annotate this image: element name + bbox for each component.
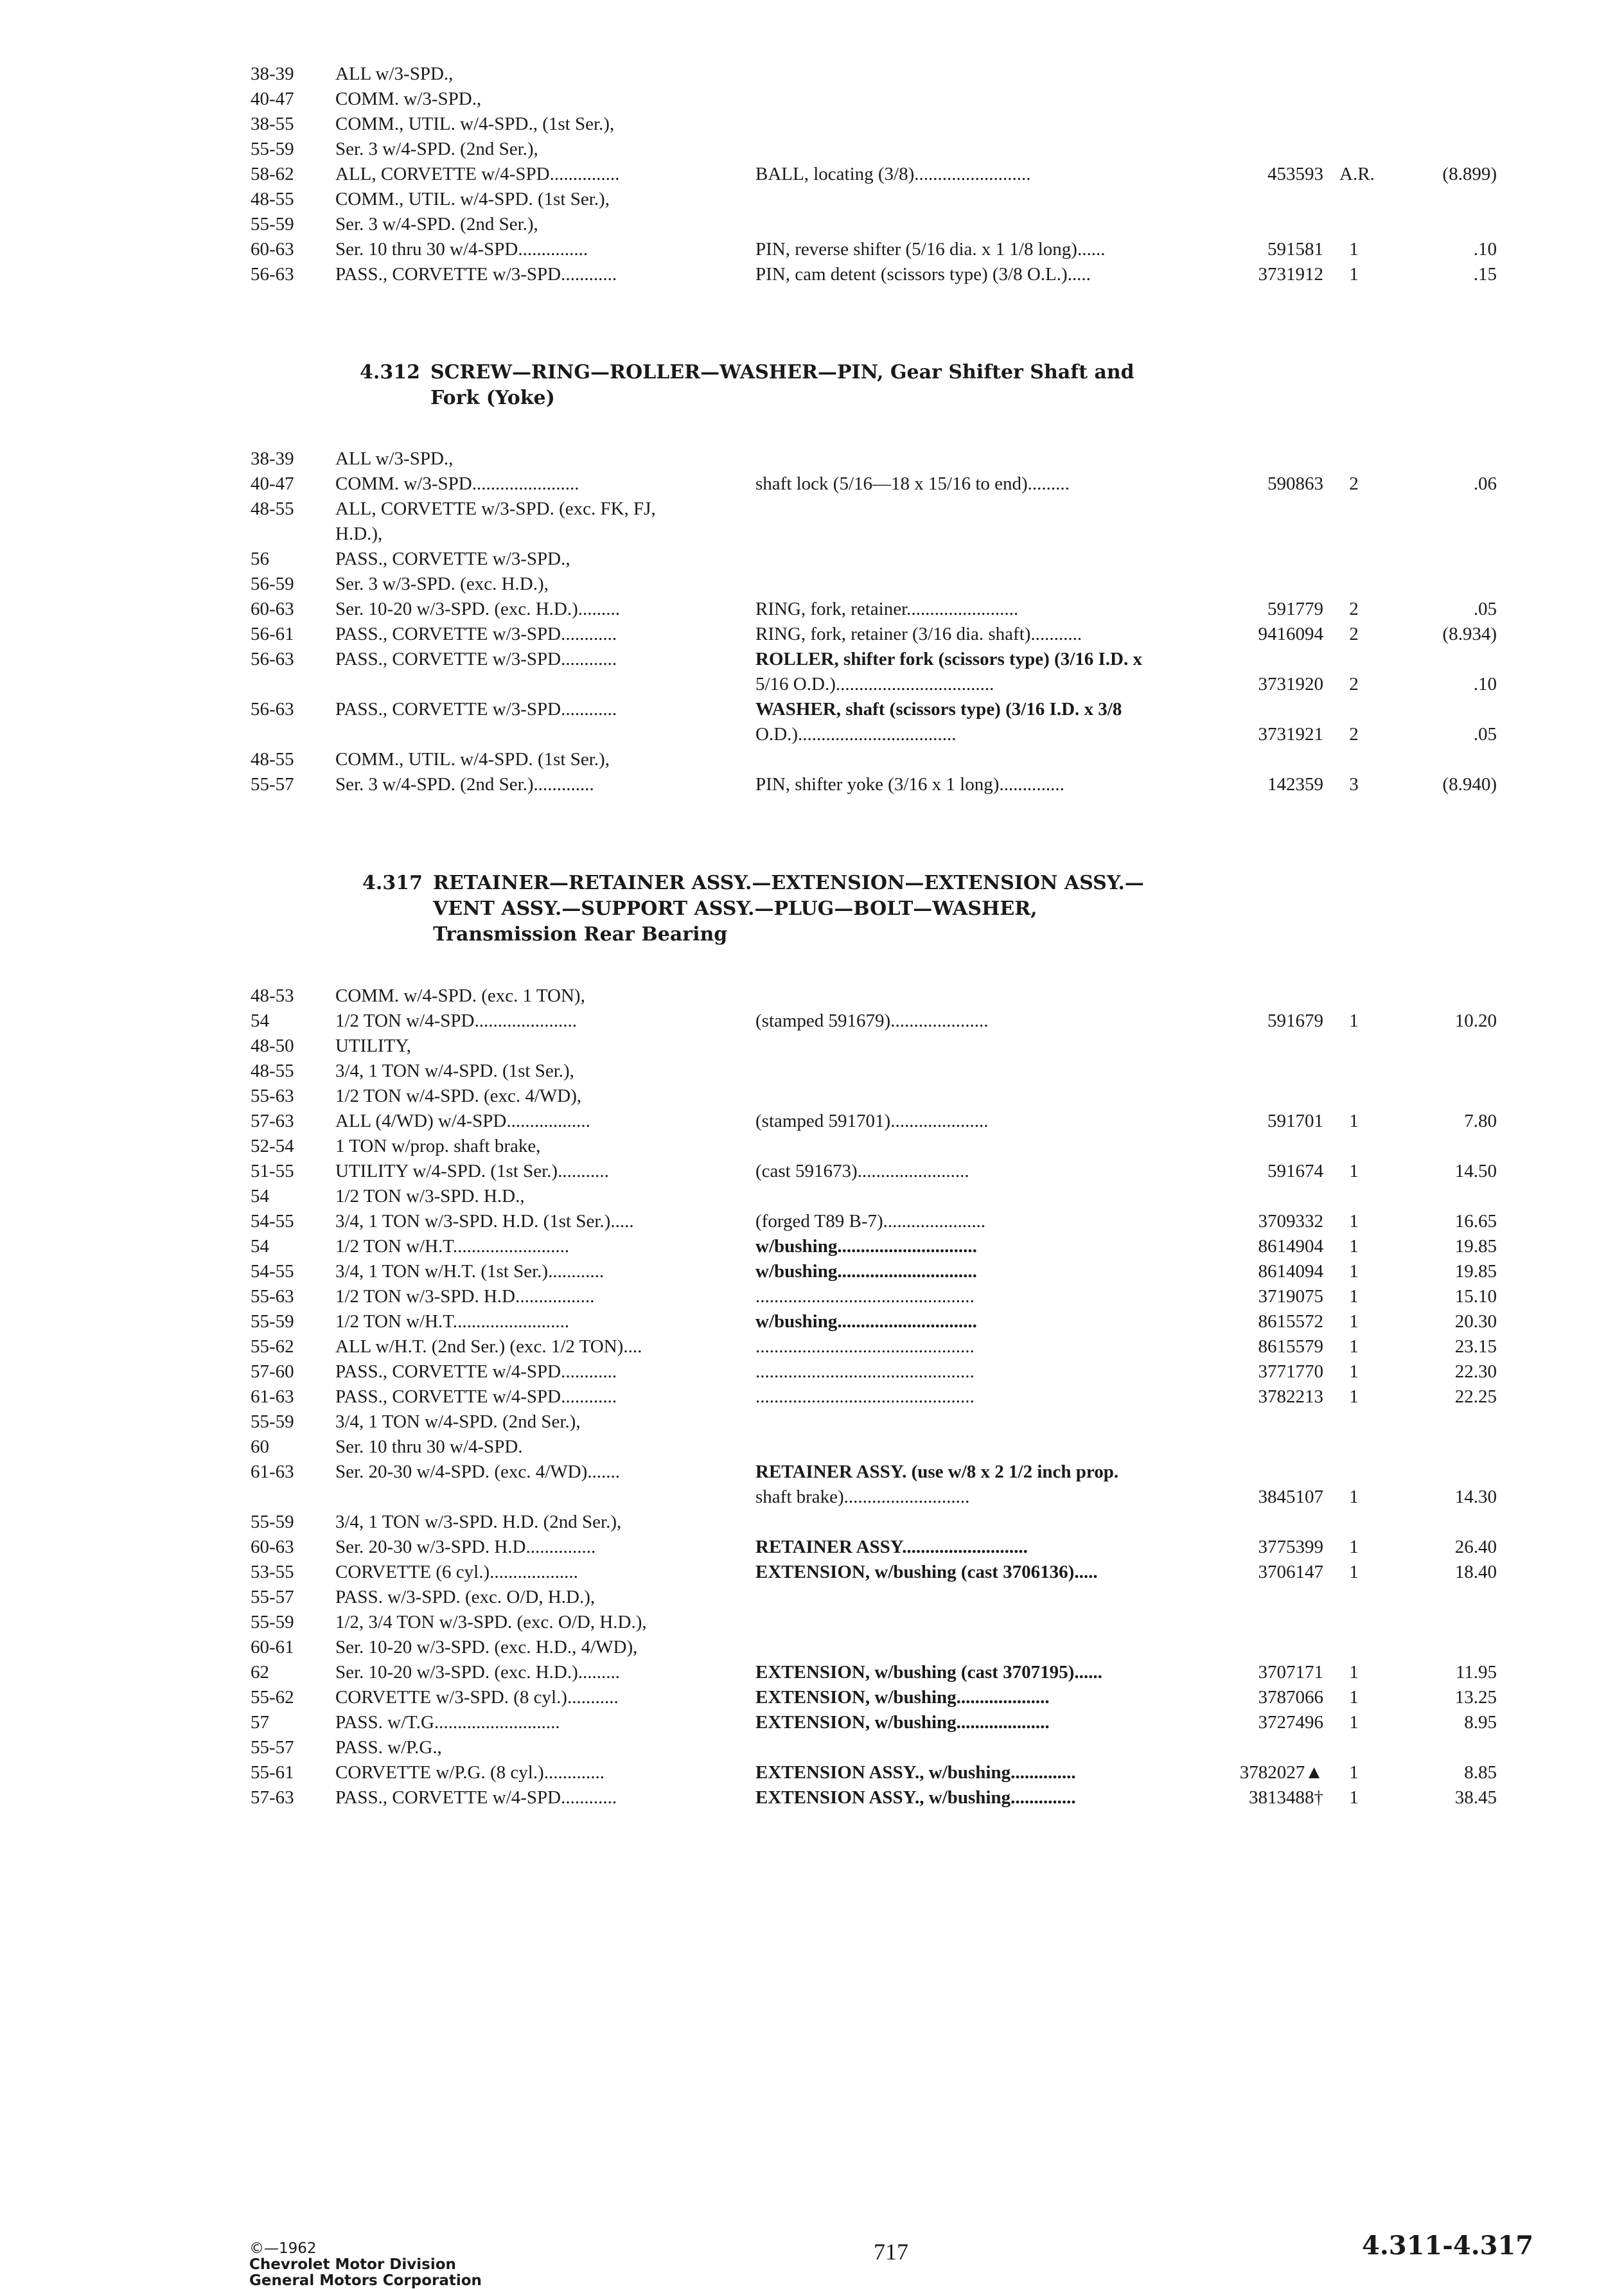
model-year: 55-59 [251, 139, 294, 159]
table-row [251, 1159, 1497, 1184]
part-description: RETAINER ASSY........................... [755, 1537, 1028, 1557]
part-number: 3707171 [1258, 1662, 1323, 1683]
table-row [251, 1660, 1497, 1685]
table-row [251, 1034, 1458, 1059]
quantity: 1 [1349, 1261, 1359, 1282]
table-row [251, 697, 1458, 722]
price: 7.80 [1464, 1111, 1497, 1131]
price: 11.95 [1455, 1662, 1497, 1683]
price: (8.934) [1442, 624, 1497, 644]
model-application: 3/4, 1 TON w/4-SPD. (1st Ser.), [335, 1061, 574, 1081]
model-application: PASS. w/T.G........................... [335, 1712, 560, 1733]
model-year: 56-59 [251, 574, 294, 594]
price: 22.30 [1454, 1361, 1497, 1382]
table-row [251, 1009, 1497, 1034]
model-application: ALL w/3-SPD., [335, 448, 454, 469]
model-year: 55-59 [251, 1512, 294, 1532]
model-application: UTILITY, [335, 1036, 411, 1056]
price: 16.65 [1454, 1211, 1497, 1232]
quantity: 3 [1349, 774, 1359, 795]
part-description: ............................................... [755, 1386, 975, 1407]
price: 8.95 [1464, 1712, 1497, 1733]
price: 38.45 [1454, 1787, 1497, 1808]
table-row [251, 1560, 1497, 1585]
part-number: 591581 [1267, 239, 1323, 260]
model-application: 1/2 TON w/3-SPD. H.D................. [335, 1286, 595, 1307]
section-title [430, 360, 1134, 411]
quantity: 1 [1349, 1487, 1359, 1507]
section-title-line: VENT ASSY.—SUPPORT ASSY.—PLUG—BOLT—WASHER, [433, 897, 1037, 920]
model-application: Ser. 10 thru 30 w/4-SPD. [335, 1436, 523, 1457]
table-row [251, 1635, 1458, 1660]
table-row [251, 1084, 1458, 1109]
part-number: 8615572 [1258, 1311, 1323, 1332]
part-description: (cast 591673)........................ [755, 1161, 969, 1181]
part-number: 3731920 [1258, 674, 1323, 694]
part-description: ROLLER, shifter fork (scissors type) (3/16 I.D. x [755, 649, 1142, 669]
price: 14.30 [1454, 1487, 1497, 1507]
quantity: 1 [1349, 264, 1359, 285]
table-row [251, 1059, 1458, 1084]
part-number: 142359 [1267, 774, 1323, 795]
part-number: 590863 [1267, 473, 1323, 494]
quantity: 1 [1349, 1712, 1359, 1733]
model-application: PASS. w/P.G., [335, 1737, 442, 1758]
table-row [251, 1309, 1497, 1334]
model-year: 60 [251, 1436, 269, 1457]
model-application: PASS., CORVETTE w/4-SPD............ [335, 1386, 617, 1407]
part-number: 3727496 [1258, 1712, 1323, 1733]
section-title [433, 871, 1144, 948]
price: .06 [1473, 473, 1497, 494]
model-year: 57-63 [251, 1787, 294, 1808]
part-number: 591779 [1267, 599, 1323, 619]
footer-publisher [249, 2241, 482, 2289]
table-row [251, 547, 1458, 572]
part-number: 3782213 [1258, 1386, 1323, 1407]
part-number: 3771770 [1258, 1361, 1323, 1382]
quantity: 1 [1349, 1687, 1359, 1708]
model-application: COMM., UTIL. w/4-SPD. (1st Ser.), [335, 749, 610, 770]
table-row [251, 1359, 1497, 1384]
table-row [251, 622, 1497, 647]
table-row [251, 497, 1458, 522]
part-description: w/bushing.............................. [755, 1261, 977, 1282]
table-row [251, 672, 1497, 697]
model-year: 61-63 [251, 1386, 294, 1407]
quantity: 1 [1349, 1236, 1359, 1257]
model-year: 48-55 [251, 189, 294, 209]
model-application: COMM., UTIL. w/4-SPD., (1st Ser.), [335, 114, 615, 134]
table-row [251, 1234, 1497, 1259]
part-description: BALL, locating (3/8)......................... [755, 164, 1031, 184]
part-number: 591674 [1267, 1161, 1323, 1181]
part-description: EXTENSION ASSY., w/bushing.............. [755, 1787, 1076, 1808]
model-application: Ser. 3 w/4-SPD. (2nd Ser.)............. [335, 774, 594, 795]
model-year: 56-61 [251, 624, 294, 644]
price: 8.85 [1464, 1762, 1497, 1783]
price: .10 [1473, 239, 1497, 260]
part-number: 8615579 [1258, 1336, 1323, 1357]
model-application: COMM. w/4-SPD. (exc. 1 TON), [335, 985, 585, 1006]
part-description: EXTENSION, w/bushing (cast 3706136)..... [755, 1562, 1098, 1582]
table-row [251, 1134, 1458, 1159]
quantity: 1 [1349, 1386, 1359, 1407]
model-year: 61-63 [251, 1462, 294, 1482]
part-description: EXTENSION, w/bushing (cast 3707195)...... [755, 1662, 1102, 1683]
table-row [251, 522, 1458, 547]
price: .05 [1473, 599, 1497, 619]
model-application: Ser. 10-20 w/3-SPD. (exc. H.D.)......... [335, 1662, 621, 1683]
model-application: Ser. 10 thru 30 w/4-SPD............... [335, 239, 588, 260]
part-description: EXTENSION, w/bushing.................... [755, 1687, 1050, 1708]
table-row [251, 647, 1458, 672]
table-row [251, 237, 1497, 262]
part-description: PIN, shifter yoke (3/16 x 1 long).............. [755, 774, 1064, 795]
model-year: 48-53 [251, 985, 294, 1006]
price: 23.15 [1454, 1336, 1497, 1357]
quantity: 1 [1349, 1662, 1359, 1683]
quantity: 1 [1349, 1762, 1359, 1783]
model-year: 57 [251, 1712, 269, 1733]
model-year: 60-63 [251, 1537, 294, 1557]
table-row [251, 722, 1497, 747]
model-application: 1/2 TON w/H.T......................... [335, 1311, 570, 1332]
part-number: 8614904 [1258, 1236, 1323, 1257]
table-row [251, 1109, 1497, 1134]
part-number: 3845107 [1258, 1487, 1323, 1507]
part-number: 3775399 [1258, 1537, 1323, 1557]
part-description: w/bushing.............................. [755, 1236, 977, 1257]
part-number: 453593 [1267, 164, 1323, 184]
section-range: 4.311-4.317 [1362, 2231, 1534, 2261]
model-year: 57-60 [251, 1361, 294, 1382]
table-row [251, 1585, 1458, 1610]
table-row [251, 262, 1497, 287]
section-number: 4.312 [360, 361, 420, 384]
model-year: 62 [251, 1662, 269, 1683]
model-application: PASS., CORVETTE w/3-SPD., [335, 549, 570, 569]
model-year: 55-59 [251, 1612, 294, 1632]
model-year: 51-55 [251, 1161, 294, 1181]
part-description: EXTENSION ASSY., w/bushing.............. [755, 1762, 1076, 1783]
model-application: ALL w/H.T. (2nd Ser.) (exc. 1/2 TON).... [335, 1336, 642, 1357]
quantity: 2 [1349, 674, 1359, 694]
quantity: 1 [1349, 1161, 1359, 1181]
model-application: 1/2, 3/4 TON w/3-SPD. (exc. O/D, H.D.), [335, 1612, 647, 1632]
model-application: PASS., CORVETTE w/3-SPD............ [335, 264, 617, 285]
model-application: PASS., CORVETTE w/3-SPD............ [335, 624, 617, 644]
table-row [251, 62, 1458, 87]
part-number: 3731912 [1258, 264, 1323, 285]
price: 10.20 [1454, 1011, 1497, 1031]
model-year: 56 [251, 549, 269, 569]
part-description: shaft lock (5/16—18 x 15/16 to end)......... [755, 473, 1070, 494]
price: 19.85 [1454, 1236, 1497, 1257]
part-description: RING, fork, retainer........................ [755, 599, 1019, 619]
model-application: COMM. w/3-SPD., [335, 89, 482, 109]
table-row [251, 1785, 1497, 1810]
part-number: 9416094 [1258, 624, 1323, 644]
table-row [251, 1334, 1497, 1359]
price: 13.25 [1454, 1687, 1497, 1708]
model-application: ALL, CORVETTE w/3-SPD. (exc. FK, FJ, [335, 499, 656, 519]
model-application: PASS., CORVETTE w/4-SPD............ [335, 1361, 617, 1382]
model-application: CORVETTE w/3-SPD. (8 cyl.)........... [335, 1687, 619, 1708]
quantity: 1 [1349, 1011, 1359, 1031]
model-application: Ser. 3 w/4-SPD. (2nd Ser.), [335, 139, 538, 159]
model-application: 1 TON w/prop. shaft brake, [335, 1136, 541, 1156]
model-year: 55-59 [251, 214, 294, 234]
part-description: PIN, reverse shifter (5/16 dia. x 1 1/8 long)...... [755, 239, 1106, 260]
model-application: UTILITY w/4-SPD. (1st Ser.)........... [335, 1161, 609, 1181]
quantity: 2 [1349, 599, 1359, 619]
model-year: 54 [251, 1186, 269, 1206]
model-year: 48-55 [251, 749, 294, 770]
model-application: H.D.), [335, 524, 383, 544]
price: .15 [1473, 264, 1497, 285]
model-year: 53-55 [251, 1562, 294, 1582]
table-row [251, 472, 1497, 497]
model-year: 48-55 [251, 1061, 294, 1081]
part-description: WASHER, shaft (scissors type) (3/16 I.D. x 3/8 [755, 699, 1122, 720]
model-application: COMM., UTIL. w/4-SPD. (1st Ser.), [335, 189, 610, 209]
part-description: shaft brake)........................... [755, 1487, 970, 1507]
publisher-corporation: General Motors Corporation [249, 2272, 482, 2289]
part-description: RETAINER ASSY. (use w/8 x 2 1/2 inch prop. [755, 1462, 1119, 1482]
quantity: 2 [1349, 724, 1359, 745]
model-application: 3/4, 1 TON w/3-SPD. H.D. (1st Ser.)..... [335, 1211, 634, 1232]
part-description: EXTENSION, w/bushing.................... [755, 1712, 1050, 1733]
publisher-division: Chevrolet Motor Division [249, 2256, 456, 2273]
table-row [251, 1284, 1497, 1309]
price: (8.940) [1442, 774, 1497, 795]
section-number: 4.317 [362, 872, 423, 894]
part-description: 5/16 O.D.).................................. [755, 674, 994, 694]
model-year: 38-39 [251, 64, 294, 84]
price: 26.40 [1454, 1537, 1497, 1557]
part-number: 591679 [1267, 1011, 1323, 1031]
price: 20.30 [1454, 1311, 1497, 1332]
price: 18.40 [1454, 1562, 1497, 1582]
model-application: 1/2 TON w/H.T......................... [335, 1236, 570, 1257]
part-description: (forged T89 B-7)...................... [755, 1211, 986, 1232]
table-row [251, 1735, 1458, 1760]
model-year: 56-63 [251, 699, 294, 720]
part-description: (stamped 591701)..................... [755, 1111, 989, 1131]
model-year: 38-55 [251, 114, 294, 134]
table-row [251, 1209, 1497, 1234]
quantity: 1 [1349, 1286, 1359, 1307]
model-year: 38-39 [251, 448, 294, 469]
table-row [251, 87, 1458, 112]
quantity: 1 [1349, 1537, 1359, 1557]
model-application: Ser. 3 w/3-SPD. (exc. H.D.), [335, 574, 549, 594]
model-year: 55-62 [251, 1336, 294, 1357]
table-row [251, 747, 1458, 772]
page-number: 717 [874, 2239, 908, 2265]
model-application: Ser. 10-20 w/3-SPD. (exc. H.D.)......... [335, 599, 621, 619]
model-application: 1/2 TON w/3-SPD. H.D., [335, 1186, 525, 1206]
model-application: Ser. 10-20 w/3-SPD. (exc. H.D., 4/WD), [335, 1637, 638, 1657]
table-row [251, 1384, 1497, 1410]
model-year: 55-57 [251, 774, 294, 795]
quantity: 1 [1349, 1361, 1359, 1382]
quantity: 2 [1349, 624, 1359, 644]
model-year: 57-63 [251, 1111, 294, 1131]
table-row [251, 1184, 1458, 1209]
model-application: 3/4, 1 TON w/3-SPD. H.D. (2nd Ser.), [335, 1512, 622, 1532]
table-row [251, 112, 1458, 137]
part-description: ............................................... [755, 1361, 975, 1382]
model-application: ALL w/3-SPD., [335, 64, 454, 84]
model-application: CORVETTE w/P.G. (8 cyl.)............. [335, 1762, 605, 1783]
model-application: ALL, CORVETTE w/4-SPD............... [335, 164, 620, 184]
model-application: Ser. 20-30 w/4-SPD. (exc. 4/WD)....... [335, 1462, 621, 1482]
table-row [251, 1685, 1497, 1710]
part-description: RING, fork, retainer (3/16 dia. shaft)........... [755, 624, 1082, 644]
model-application: PASS., CORVETTE w/4-SPD............ [335, 1787, 617, 1808]
quantity: 1 [1349, 1562, 1359, 1582]
table-row [251, 597, 1497, 622]
model-year: 55-59 [251, 1311, 294, 1332]
table-row [251, 984, 1458, 1009]
model-year: 55-62 [251, 1687, 294, 1708]
price: 14.50 [1454, 1161, 1497, 1181]
price: 22.25 [1454, 1386, 1497, 1407]
price: 15.10 [1454, 1286, 1497, 1307]
model-year: 55-57 [251, 1587, 294, 1607]
table-row [251, 1760, 1497, 1785]
model-year: 48-50 [251, 1036, 294, 1056]
table-row [251, 446, 1458, 472]
part-number: 3731921 [1258, 724, 1323, 745]
model-year: 52-54 [251, 1136, 294, 1156]
part-number: 8614094 [1258, 1261, 1323, 1282]
table-row [251, 772, 1497, 797]
price: .05 [1473, 724, 1497, 745]
model-year: 54 [251, 1011, 269, 1031]
quantity: 1 [1349, 1311, 1359, 1332]
model-year: 56-63 [251, 264, 294, 285]
table-row [251, 212, 1458, 237]
quantity: 1 [1349, 1787, 1359, 1808]
table-row [251, 1610, 1458, 1635]
quantity: 1 [1349, 239, 1359, 260]
price: .10 [1473, 674, 1497, 694]
price: (8.899) [1442, 164, 1497, 184]
section-title-line: Transmission Rear Bearing [433, 923, 728, 946]
quantity: 2 [1349, 473, 1359, 494]
part-number: 3709332 [1258, 1211, 1323, 1232]
model-application: 1/2 TON w/4-SPD. (exc. 4/WD), [335, 1086, 582, 1106]
model-year: 54-55 [251, 1211, 294, 1232]
quantity: A.R. [1339, 164, 1375, 184]
part-description: O.D.).................................. [755, 724, 957, 745]
table-row [251, 1410, 1458, 1435]
model-application: 3/4, 1 TON w/H.T. (1st Ser.)............ [335, 1261, 605, 1282]
table-row [251, 1435, 1458, 1460]
quantity: 1 [1349, 1111, 1359, 1131]
model-application: Ser. 20-30 w/3-SPD. H.D............... [335, 1537, 596, 1557]
part-description: w/bushing.............................. [755, 1311, 977, 1332]
model-year: 54 [251, 1236, 269, 1257]
table-row [251, 1460, 1458, 1485]
parts-table-4-312 [251, 446, 1497, 797]
model-year: 58-62 [251, 164, 294, 184]
model-application: Ser. 3 w/4-SPD. (2nd Ser.), [335, 214, 538, 234]
table-row [251, 137, 1458, 162]
model-year: 40-47 [251, 89, 294, 109]
table-row [251, 187, 1458, 212]
model-application: PASS. w/3-SPD. (exc. O/D, H.D.), [335, 1587, 596, 1607]
model-application: 3/4, 1 TON w/4-SPD. (2nd Ser.), [335, 1411, 581, 1432]
part-description: PIN, cam detent (scissors type) (3/8 O.L.)..... [755, 264, 1091, 285]
part-number: 591701 [1267, 1111, 1323, 1131]
model-year: 60-61 [251, 1637, 294, 1657]
part-number: 3782027▲ [1239, 1762, 1323, 1783]
copyright: ©—1962 [249, 2240, 317, 2257]
quantity: 1 [1349, 1211, 1359, 1232]
model-year: 55-59 [251, 1411, 294, 1432]
part-description: ............................................... [755, 1336, 975, 1357]
part-description: ............................................... [755, 1286, 975, 1307]
model-application: 1/2 TON w/4-SPD...................... [335, 1011, 577, 1031]
parts-table-4-317 [251, 984, 1497, 1810]
model-year: 54-55 [251, 1261, 294, 1282]
model-year: 60-63 [251, 239, 294, 260]
table-row [251, 1485, 1497, 1510]
table-row [251, 1710, 1497, 1735]
model-application: CORVETTE (6 cyl.)................... [335, 1562, 578, 1582]
part-number: 3706147 [1258, 1562, 1323, 1582]
model-year: 55-61 [251, 1762, 294, 1783]
part-number: 3813488† [1249, 1787, 1323, 1808]
table-row [251, 1510, 1458, 1535]
table-row [251, 162, 1497, 187]
section-title-line: SCREW—RING—ROLLER—WASHER—PIN, Gear Shifter Shaft and [430, 361, 1134, 384]
model-year: 48-55 [251, 499, 294, 519]
part-number: 3787066 [1258, 1687, 1323, 1708]
table-row [251, 1259, 1497, 1284]
model-year: 56-63 [251, 649, 294, 669]
model-year: 55-57 [251, 1737, 294, 1758]
quantity: 1 [1349, 1336, 1359, 1357]
model-application: PASS., CORVETTE w/3-SPD............ [335, 649, 617, 669]
model-application: COMM. w/3-SPD....................... [335, 473, 579, 494]
model-year: 55-63 [251, 1286, 294, 1307]
model-application: PASS., CORVETTE w/3-SPD............ [335, 699, 617, 720]
model-application: ALL (4/WD) w/4-SPD.................. [335, 1111, 590, 1131]
model-year: 55-63 [251, 1086, 294, 1106]
section-title-line: RETAINER—RETAINER ASSY.—EXTENSION—EXTENSION ASSY.— [433, 872, 1144, 894]
table-row [251, 1535, 1497, 1560]
model-year: 40-47 [251, 473, 294, 494]
section-title-line: Fork (Yoke) [430, 387, 555, 409]
part-description: (stamped 591679)..................... [755, 1011, 989, 1031]
model-year: 60-63 [251, 599, 294, 619]
price: 19.85 [1454, 1261, 1497, 1282]
parts-table-4-311 [251, 62, 1497, 287]
part-number: 3719075 [1258, 1286, 1323, 1307]
table-row [251, 572, 1458, 597]
